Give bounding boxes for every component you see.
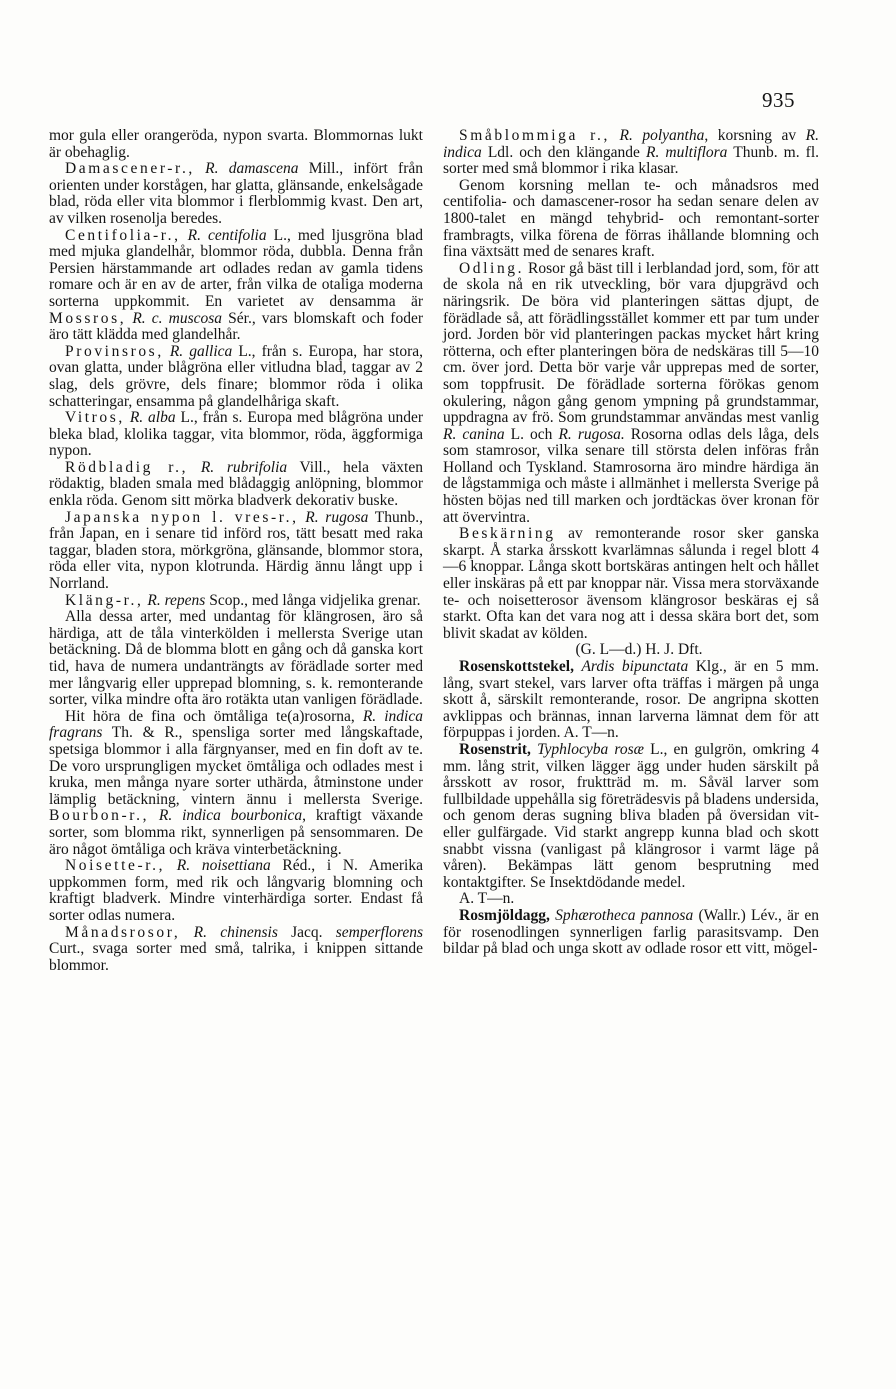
- latin-name: R. rubrifolia: [200, 458, 288, 476]
- entry-rodbladig: Rödbladig r., R. rubrifolia Vill., hela växten rödaktig, bladen smala med blådaggig anlöpning, blommor enkla röda. Genom sitt mörka bladverk dekorativ buske.: [49, 458, 423, 510]
- entry-rosenskottstekel: Rosenskottstekel, Ardis bipunctata Klg., är en 5 mm. lång, svart stekel, vars larver ofta träffas i märgen på unga skott å, särskilt remonterande, rosor. De angripna skotten avklippas och brännas, innan larverna lämnat dem för att förpuppas i jorden. A. T—n.: [443, 658, 820, 742]
- entry-term: Provinsros,: [65, 342, 164, 360]
- latin-name: R. indica: [443, 127, 819, 161]
- entry-rosmjoldagg: Rosmjöldagg, Sphærotheca pannosa (Wallr.) Lév., är en för rosenodlingen synnerligen farlig parasitsvamp. Den bildar på blad och unga skott av odlade rosor ett vitt, mögel-: [443, 906, 820, 958]
- paragraph-intro: mor gula eller orangeröda, nypon svarta. Blommornas lukt är obehaglig.: [49, 127, 423, 161]
- latin-name: R. indica fragrans: [49, 707, 423, 742]
- latin-name: R. c. muscosa: [132, 309, 223, 327]
- entry-provinsros: Provinsros, R. gallica L., från s. Europa, har stora, ovan glatta, under blågröna eller vitludna blad, taggar av 2 slag, dels grövre, dels finare; blommor röda i olika schatteringar, ensamma på glandelhåriga skaft.: [49, 342, 424, 410]
- entry-damascener: Damascener-r., R. damascena Mill., infört från orienten under korstågen, har glatta, glänsande, enkelsågade blad, röda eller vita blommor i flerblommig kvast. Den art, av vilken rosenolja beredes.: [49, 160, 423, 227]
- entry-term: Centifolia-r.,: [65, 226, 181, 244]
- latin-name: Typhlocyba rosæ: [537, 740, 644, 758]
- latin-name: R. damascena: [205, 160, 299, 178]
- section-term: Beskärning: [459, 525, 556, 543]
- entry-japanska-nypon: Japanska nypon l. vres-r., R. rugosa Thunb., från Japan, en i senare tid införd ros, tätt besatt med raka taggar, bladen stora, mörkgröna, glänsande, blommor stora, röda eller vita, nypon klotrunda. Härdig ännu långt upp i Norrland.: [49, 508, 423, 593]
- latin-name: R. indica bourbonica: [158, 807, 303, 825]
- latin-name: R. repens: [147, 591, 206, 609]
- entry-term: Japanska nypon l. vres-r.,: [65, 508, 299, 526]
- entry-term: Rödbladig r.,: [65, 458, 189, 476]
- latin-name: R. polyantha: [619, 127, 705, 144]
- entry-headword: Rosmjöldagg,: [459, 906, 550, 924]
- section-term: Odling.: [459, 259, 525, 277]
- latin-name: R. alba: [129, 409, 176, 427]
- latin-name: Ardis bipunctata: [581, 658, 689, 675]
- section-odling: Odling. Rosor gå bäst till i lerblandad jord, som, för att de skola nå en rik utveckling, bör vara djupgrävd och näringsrik. De böra vid planteringen sättas djupt, de förädlade så, att förädlingsstället kommer ett par tum under jord. Jorden bör vid planteringen packas mycket hårt kring rötterna, och efter planteringen böra de nedskäras till 5—10 cm. över jord. Detta bör varje vår upprepas med de sorter, som toppfrusit. De förädlade sorterna förökas genom okulering, någon gång genom ympning på grundstammar, uppdragna av frö. Som grundstammar användas mest vanlig R. canina L. och R. rugosa. Rosorna odlas dels låga, dels som stamrosor, vilka senare till största delen införas från Holland och Tyskland. Stamrosorna äro mindre härdiga än de lågstammiga och måste i allmänhet i mellersta Sverige på hösten böjas ned till marken och jordtäckas över kronan för att övervintra.: [443, 259, 819, 526]
- entry-term: Damascener-r.,: [65, 160, 195, 178]
- author-signature: (G. L—d.) H. J. Dft.: [575, 641, 703, 659]
- latin-name: R. rugosa: [305, 508, 369, 526]
- entry-term: Månadsrosor,: [65, 923, 181, 941]
- entry-manadsrosor: Månadsrosor, R. chinensis Jacq. semperflorens Curt., svaga sorter med små, talrika, i knippen sittande blommor.: [49, 923, 424, 974]
- paragraph-korsning: Genom korsning mellan te- och månadsros med centifolia- och damascener-rosor ha sedan senare delen av 1800-talet en mängd tehybrid- och remontant-sorter frambragts, vilka förena de förras ihållande blomning och fina växtsätt med de senares kraft.: [443, 176, 819, 261]
- latin-name: R. gallica: [169, 342, 233, 360]
- paragraph-alla-dessa-arter: Alla dessa arter, med undantag för klängrosen, äro så härdiga, att de tåla vinterkölden i mellersta Sverige utan betäckning. Då de blomma blott en gång och då ganska kort tid, hava de numera undanträngts av förädlade sorter med mer långvarig eller upprepad blomning, s. k. remonterande sorter, vilka mindre ofta äro rotäkta utan vanligen förädlade.: [49, 608, 423, 709]
- entry-smablommiga: Småblommiga r., R. polyantha, korsning av R. indica Ldl. och den klängande R. multiflora Thunb. m. fl. sorter med små blommor i rika klasar.: [443, 127, 820, 178]
- latin-name: Sphærotheca pannosa: [555, 906, 694, 924]
- entry-klangros: Kläng-r., R. repens Scop., med långa vidjelika grenar.: [65, 591, 421, 609]
- latin-name: R. chinensis: [193, 923, 278, 941]
- entry-vitros: Vitros, R. alba L., från s. Europa med blågröna under bleka blad, klolika taggar, vita blommor, röda, äggformiga nypon.: [49, 409, 423, 460]
- entry-rosenstrit: Rosenstrit, Typhlocyba rosæ L., en gulgrön, omkring 4 mm. lång strit, vilken lägger ägg under huden särskilt på årsskott av rosor, fruktträd m. m. Såväl larver som fullbildade uppehålla sig företrädesvis på bladens undersida, och genom deras sugning bliva bladen på översidan vit- eller gulfärgade. Vid starkt angrepp kunna blad och skott snabbt vissna (vanligast på klängrosor i varmt läge på våren). Bekämpas lätt genom besprutning med kontaktgifter. Se Insektdödande medel.: [443, 740, 820, 891]
- latin-name: semperflorens: [335, 923, 424, 941]
- latin-name: R. rugosa.: [558, 425, 625, 443]
- page-number: 935: [762, 88, 795, 112]
- latin-name: R. canina: [443, 425, 505, 443]
- section-beskarning: Beskärning av remonterande rosor sker ganska skarpt. Å starka årsskott kvarlämnas sålunda i regel blott 4—6 knoppar. Långa skott bortskäras antingen helt och hållet eller inskäras på ett par knoppar när. Vissa mera storväxande te- och noisetterosor ävensom klängrosor beskäras ej så starkt. Ofta kan det vara nog att i dessa skära bort det, som blivit skadat av kölden.: [443, 525, 819, 642]
- entry-term: Kläng-r.,: [65, 591, 144, 609]
- entry-term: Mossros,: [49, 309, 127, 327]
- entry-term: Småblommiga r.,: [459, 127, 610, 144]
- entry-headword: Rosenskottstekel,: [459, 658, 574, 675]
- paragraph-te-rosor: Hit höra de fina och ömtåliga te(a)rosorna, R. indica fragrans Th. & R., spensliga sorter med långskaftade, spetsiga blommor i alla färgnyanser, med en fin doft av te. De voro ursprungligen mycket ömtåliga och odlades mest i kruka, men många nyare sorter uthärda, åtminstone under lämplig betäckning, vintern ännu i mellersta Sverige. Bourbon-r., R. indica bourbonica, kraftigt växande sorter, som blomma rikt, synnerligen på sensommaren. De äro något ömtåliga och kräva vinterbetäckning.: [49, 707, 423, 858]
- entry-term: Noisette-r.,: [65, 857, 166, 875]
- right-column: [443, 128, 819, 958]
- left-column: [49, 128, 423, 974]
- entry-headword: Rosenstrit,: [459, 740, 531, 758]
- latin-name: R. centifolia: [187, 226, 267, 244]
- entry-term: Bourbon-r.,: [49, 807, 150, 825]
- latin-name: R. noisettiana: [176, 857, 271, 875]
- author-signature: A. T—n.: [459, 890, 515, 908]
- latin-name: R. multiflora: [646, 143, 728, 161]
- entry-centifolia: Centifolia-r., R. centifolia L., med ljusgröna blad med mjuka glandelhår, blommor röda, dubbla. Denna från Persien härstammande art odlades redan av gamla tidens romare och är en av de arter, från vilka de otaliga moderna sorterna uppkommit. En varietet av densamma är Mossros, R. c. muscosa Sér., vars blomskaft och foder äro tätt klädda med glandelhår.: [49, 226, 424, 344]
- entry-term: Vitros,: [65, 409, 125, 427]
- entry-noisette: Noisette-r., R. noisettiana Réd., i N. Amerika uppkommen form, med rik och långvarig blomning och kraftigt bladverk. Mindre vinterhärdiga sorter. Endast få sorter odlas numera.: [49, 857, 423, 924]
